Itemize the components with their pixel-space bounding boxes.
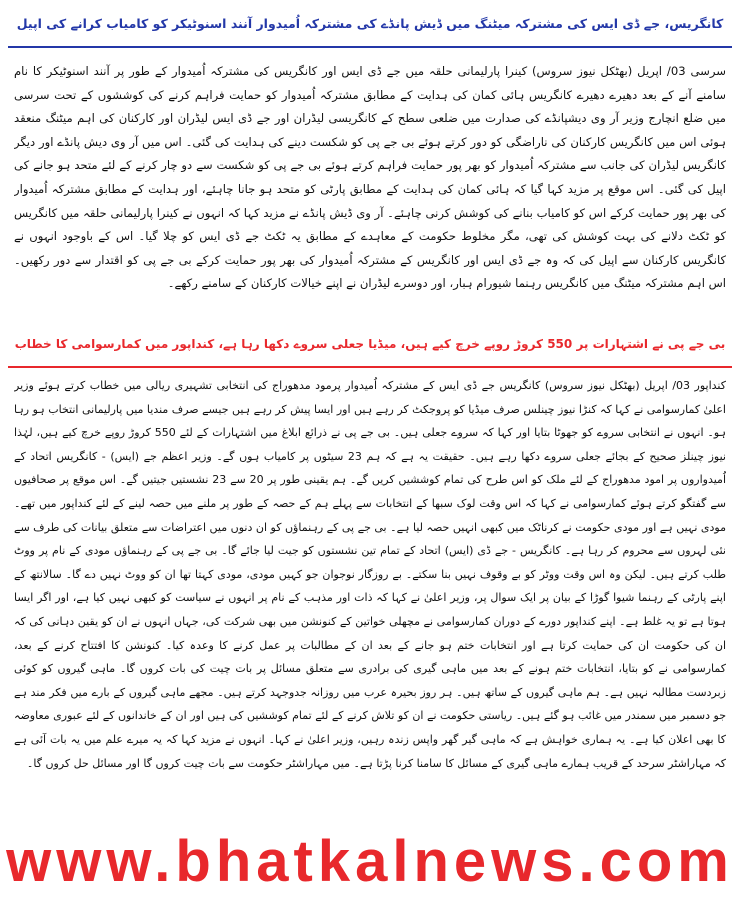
site-url-banner: www.bhatkalnews.com: [6, 829, 734, 894]
article-2-headline: بی جے پی نے اشتہارات پر 550 کروڑ روپے خرچ کیے ہیں، میڈیا جعلی سروے دکھا رہا ہے، کنداپور میں کمارسوامی کا خطاب: [8, 322, 732, 368]
article-2-body: کنداپور 03/ اپریل (بھٹکل نیوز سروس) کانگریس جے ڈی ایس کے مشترکہ اُمیدوار پرمود مدھوراج کی انتخابی تشہیری ریالی میں خطاب کرتے ہوئے وزیر اعلیٰ کمارسوامی نے کہا کہ کنڑا نیوز چینلس صرف میڈیا کو پروجکٹ کر رہے ہیں اور ایسا پیش کر رہے ہیں جیسے صرف مندیا میں پارلیمانی انتخاب ہو رہا ہو۔ انہوں نے انتخابی سروے کو جھوٹا بتایا اور کہا کہ سروے جعلی ہیں۔ بی جے پی نے ذرائع ابلاغ میں اشتہارات کے لئے 550 کروڑ روپے خرچ کیے ہیں، لہٰذا نیوز چینلز صحیح کے بجائے جعلی سروے دکھا رہے ہیں۔ حقیقت یہ ہے کہ ہم 23 سیٹوں پر کامیاب ہوں گے۔ وزیر اعظم جے (ایس) - کانگریس اتحاد کے اُمیدواروں پر امود مدھوراج کے لئے ملک کو اس طرح کی تمام کوششیں کریں گے۔ ہم یقینی طور پر 20 سے 23 نشستیں جیتیں گے۔ اس موقع پر صحافیوں سے گفتگو کرتے ہوئے کمارسوامی نے کہا کہ اس وقت لوک سبھا کے انتخابات سے پہلے ہم کے حصہ کے طور پر ملنے میں حصہ لینے کے لئے کنداپور میں تھے۔ مودی نہیں ہے اور مودی حکومت نے کرناٹک میں کبھی انہیں حصہ لیا ہے۔ بی جے پی کے رہنماؤں کو ان دنوں میں اعتراضات سے متعلق بیانات کی طرف سے نئی لہروں سے محروم کر رہا ہے۔ کانگریس - جے ڈی (ایس) اتحاد کے تمام تین نشستوں کو جیت لیا جائے گا۔ بی جے پی کے رہنماؤں مودی کے نام پر ووٹ طلب کرتے ہیں۔ لیکن وہ اس وقت ووٹر کو بے وقوف نہیں بنا سکتے۔ بے روزگار نوجوان جو کہیں مودی، مودی کہتا تھا ان کو ووٹ نہیں دے گا۔ سالانتھ کے اپنے پارٹی کے رہنما شیوا گوڑا کے بیان پر ایک سوال پر، وزیر اعلیٰ نے کہا کہ ذات اور مذہب کے نام پر انہوں نے سیاست کو کبھی نہیں کیا ہے، اور اگر ایسا ہوتا ہے تو یہ غلط ہے۔ اپنے کنداپور دورے کے دوران کمارسوامی نے مچھلی خواتین کے کنونشن میں بھی شرکت کی، جہاں انہوں نے ان کو یقین دہانی کی کہ ان کی حکومت ان کی حمایت کرتا ہے اور انتخابات ختم ہو جانے کے بعد ان کے مطالبات پر عمل کرنے کا وعدہ کیا۔ کنونشن کا افتتاح کرنے کے بعد، کمارسوامی نے کو بتایا، انتخابات ختم ہونے کے بعد میں ماہی گیری کی برادری سے متعلق مسائل پر بات چیت کی بات کروں گا۔ ماہی گیروں کو کوئی زبردست مطالبہ نہیں ہے۔ ہم ماہی گیروں کے ساتھ ہیں۔ ہر روز بحیرہ عرب میں روزانہ جدوجہد کرتے ہیں۔ مجھے ماہی گیروں کے بارے میں فکر مند ہے جو دسمبر میں سمندر میں غائب ہو گئے ہیں۔ ریاستی حکومت نے ان کو تلاش کرنے کے لئے تمام کوششیں کی ہیں اور ان کے خاندانوں کے لئے عبوری معاوضہ کا بھی اعلان کیا ہے۔ یہ ہماری خواہش ہے کہ ماہی گیر گھر واپس زندہ رہیں، وزیر اعلیٰ نے کہا۔ انہوں نے مزید کہا کہ یہ میرے علم میں یہ بات آئی ہے کہ مہاراشٹر سرحد کے قریب ہمارے ماہی گیری کے مسائل کا سامنا کرنا پڑتا ہے۔ میں مہاراشٹر حکومت سے بات چیت کروں گا اور مسائل حل کروں گا۔: [14, 379, 726, 770]
article-1-body: سرسی 03/ اپریل (بھٹکل نیوز سروس) کینرا پارلیمانی حلقہ میں جے ڈی ایس اور کانگریس کی مشترکہ اُمیدوار کے طور پر آنند اسنوٹیکر کا نام سامنے آنے کے بعد دھیرے دھیرے کانگریس ہائی کمان کی ہدایت کے مطابق مشترکہ اُمیدوار کو حمایت فراہم کرنے کی کوششوں کے تحت سرسی میں ضلع انچارج وزیر آر وی دیشپانڈے کی صدارت میں ضلعی سطح کے کانگریسی لیڈران اور جے ڈی ایس لیڈران اور کارکنان کی اہم میٹنگ منعقد ہوئی اس میں کانگریس کارکنان کی ناراضگی کو دور کرتے ہوئے بی جے پی کو شکست دینے کی ہدایت کی گئی۔ اس میں آر وی دیش پانڈے اور دیگر کانگریس لیڈران کی جانب سے مشترکہ اُمیدوار کو بھر پور حمایت فراہم کرتے ہوئے بی جے پی کو شکست سے دو چار کرنے کے لئے متحد ہو جانے کی اپیل کی گئی۔ اس موقع پر مزید کہا گیا کہ ہائی کمان کی ہدایت کے مطابق پارٹی کو متحد ہو جانا چاہئے، اور ہدایت کے مطابق مشترکہ اُمیدوار کی بھر پور حمایت کرکے اس کو کامیاب بنانے کی کوشش کرنی چاہئے۔ آر وی ڈیش پانڈے نے مزید کہا کہ انہوں نے کینرا پارلیمانی حلقہ میں کانگریس کو ٹکٹ دلانے کی بہت کوشش کی تھی، مگر مخلوط حکومت کے معاہدے کے مطابق یہ ٹکٹ جے ڈی ایس کو چلا گیا۔ اس کے باوجود انہوں نے کانگریس کارکنان سے اپیل کی کہ وہ جے ڈی ایس اور کانگریس کے مشترکہ اُمیدوار کی بھر پور حمایت کرکے بی جے پی کو اقتدار سے دور رکھیں۔ اس اہم مشترکہ میٹنگ میں کانگریس رہنما شیورام ہبار، اور دوسرے لیڈران نے اپنے خیالات کارکنان کے سامنے رکھے۔: [14, 64, 726, 291]
article-1-headline: کانگریس، جے ڈی ایس کی مشترکہ میٹنگ میں ڈیش پانڈے کی مشترکہ اُمیدوار آنند اسنوٹیکر کو کامیاب کرانے کی اپیل: [8, 2, 732, 48]
